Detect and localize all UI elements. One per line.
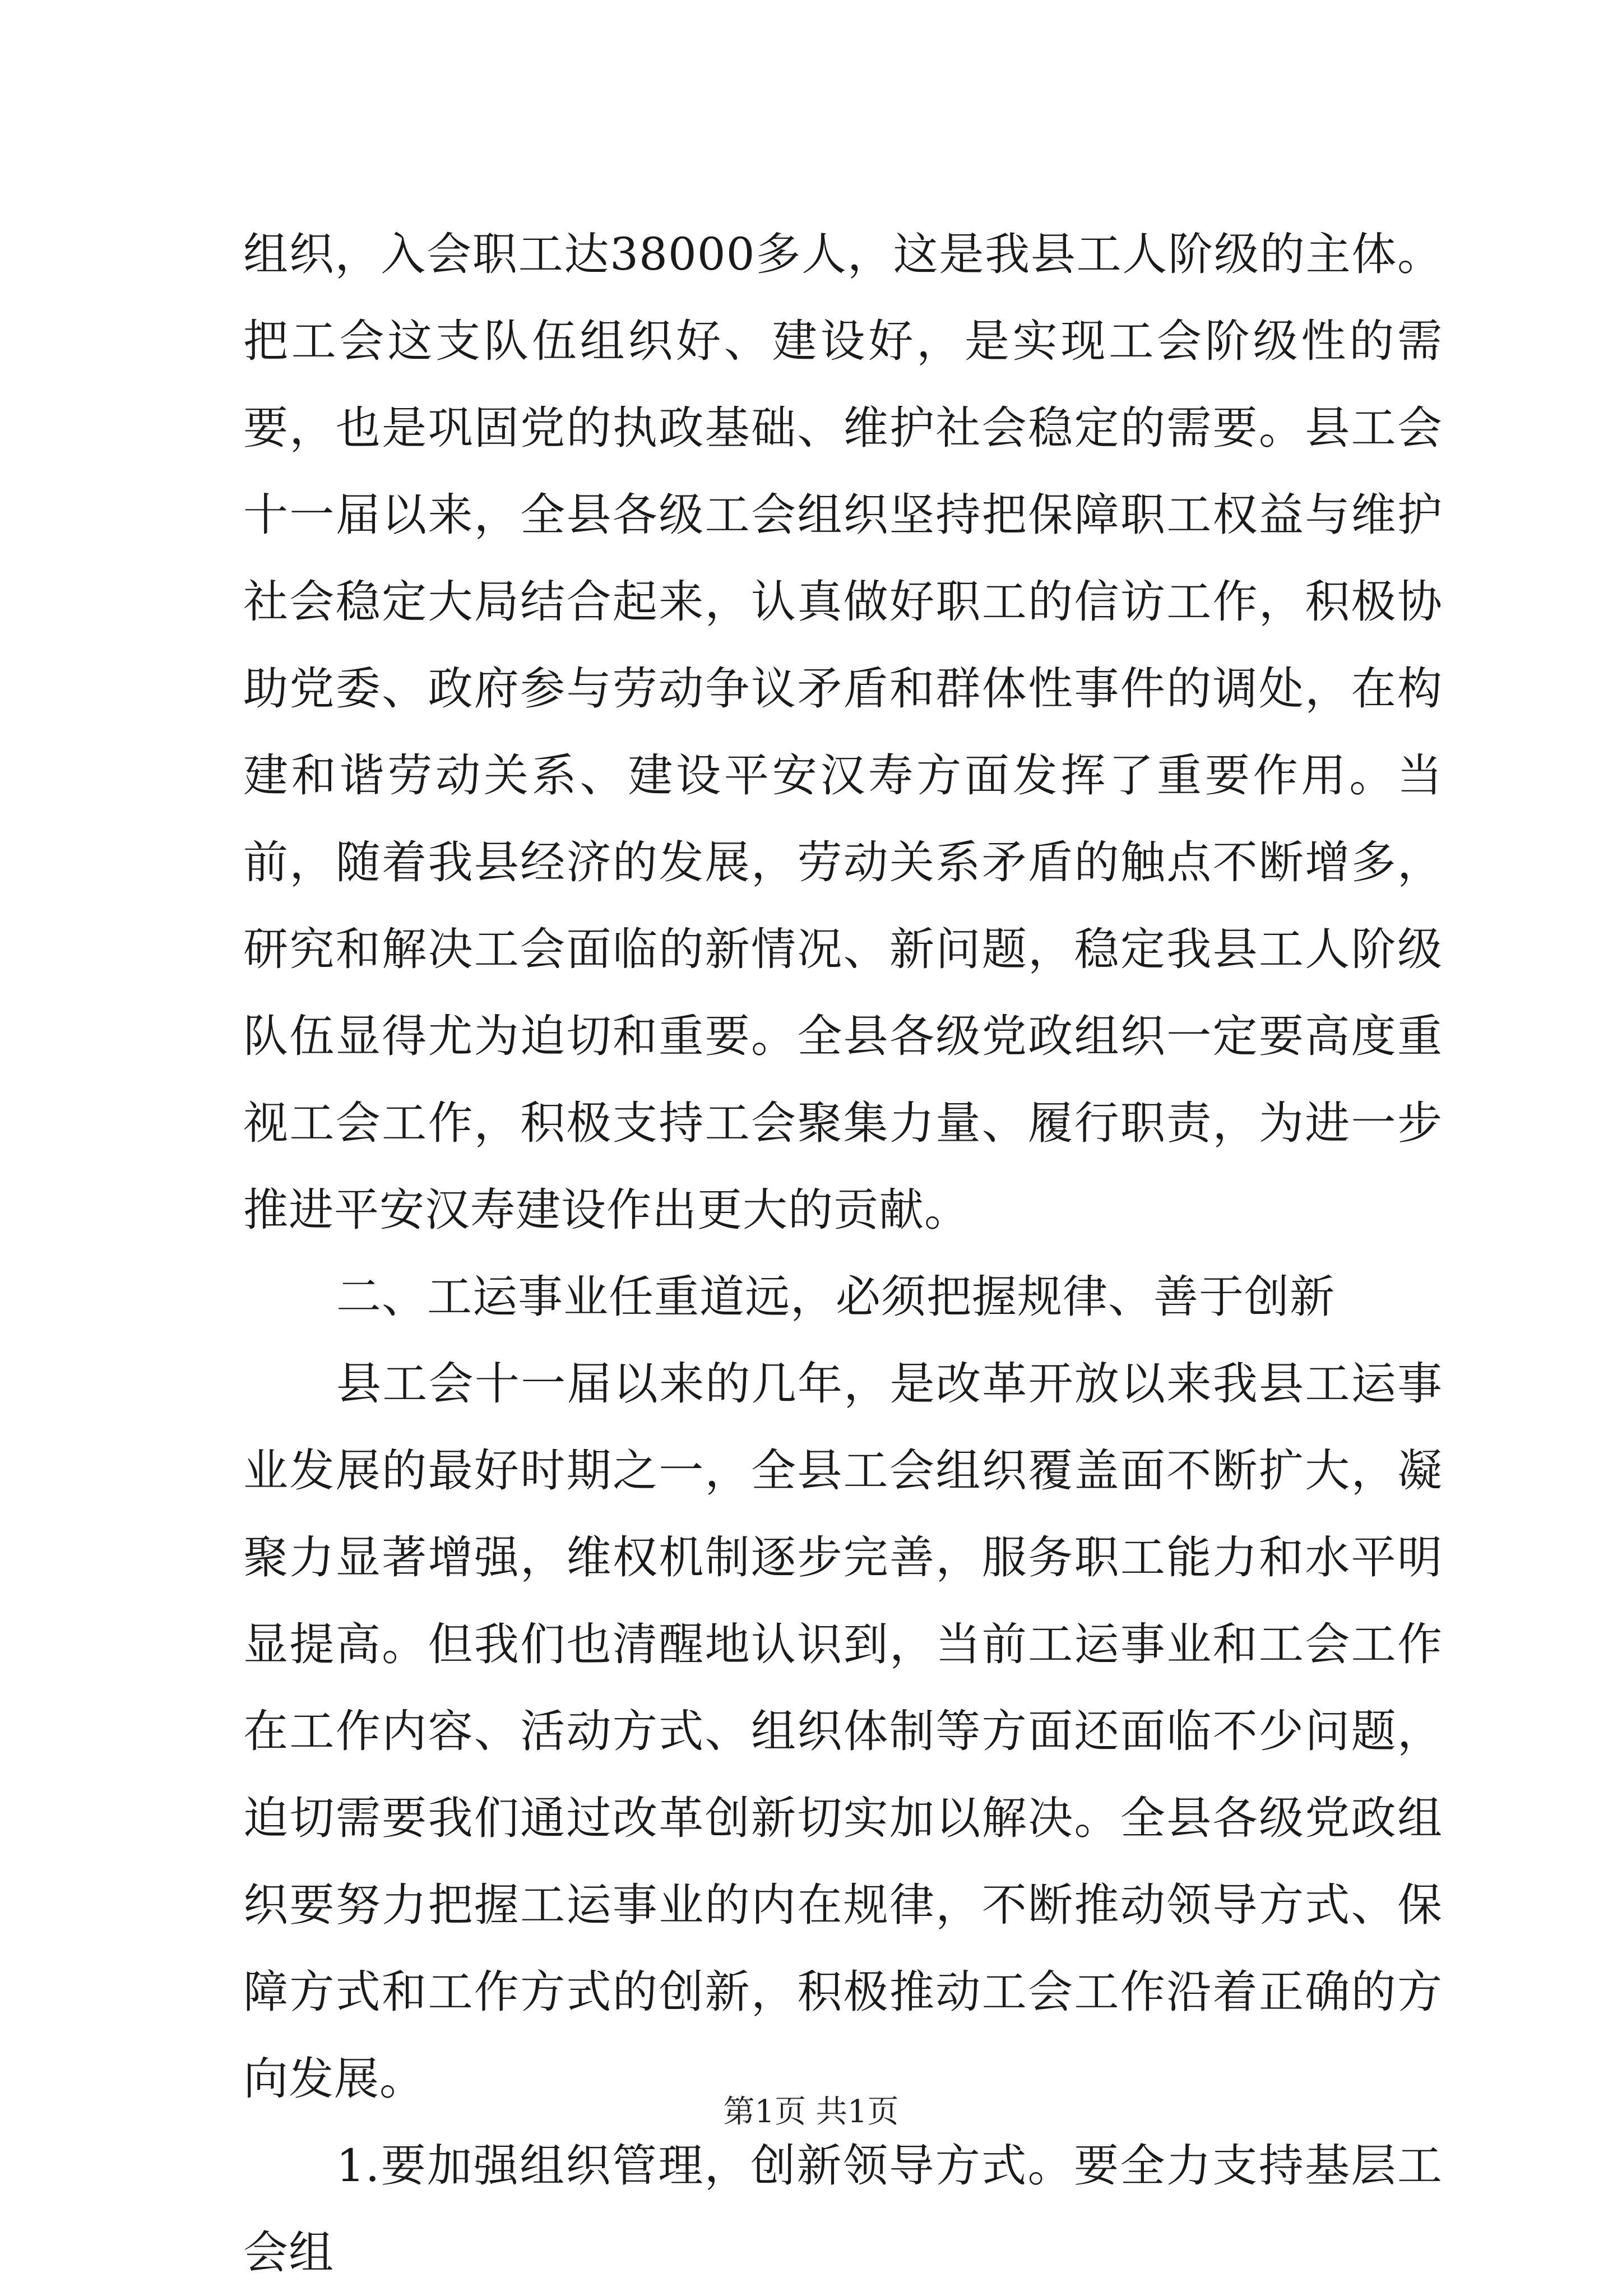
paragraph-item-one: 1.要加强组织管理，创新领导方式。要全力支持基层工会组	[243, 2140, 1443, 2279]
paragraph-union-membership: 组织，入会职工达38000多人，这是我县工人阶级的主体。把工会这支队伍组织好、建设好，是实现工会阶级性的需要，也是巩固党的执政基础、维护社会稳定的需要。县工会十一届以来，全县各级工会组织坚持把保障职工权益与维护社会稳定大局结合起来，认真做好职工的信访工作，积极协助党委、政府参与劳动争议矛盾和群体性事件的调处，在构建和谐劳动关系、建设平安汉寿方面发挥了重要作用。当前，随着我县经济的发展，劳动关系矛盾的触点不断增多，研究和解决工会面临的新情况、新问题，稳定我县工人阶级队伍显得尤为迫切和重要。全县各级党政组织一定要高度重视工会工作，积极支持工会聚集力量、履行职责，为进一步推进平安汉寿建设作出更大的贡献。	[243, 228, 1443, 1236]
paragraph-labor-movement: 县工会十一届以来的几年，是改革开放以来我县工运事业发展的最好时期之一，全县工会组织覆盖面不断扩大，凝聚力显著增强，维权机制逐步完善，服务职工能力和水平明显提高。但我们也清醒地认识到，当前工运事业和工会工作在工作内容、活动方式、组织体制等方面还面临不少问题，迫切需要我们通过改革创新切实加以解决。全县各级党政组织要努力把握工运事业的内在规律，不断推动领导方式、保障方式和工作方式的创新，积极推动工会工作沿着正确的方向发展。	[243, 1358, 1443, 2105]
section-heading-two: 二、工运事业任重道远，必须把握规律、善于创新	[336, 1271, 1335, 1323]
page-footer: 第1页 共1页	[723, 2094, 899, 2130]
document-body	[243, 211, 1443, 2296]
